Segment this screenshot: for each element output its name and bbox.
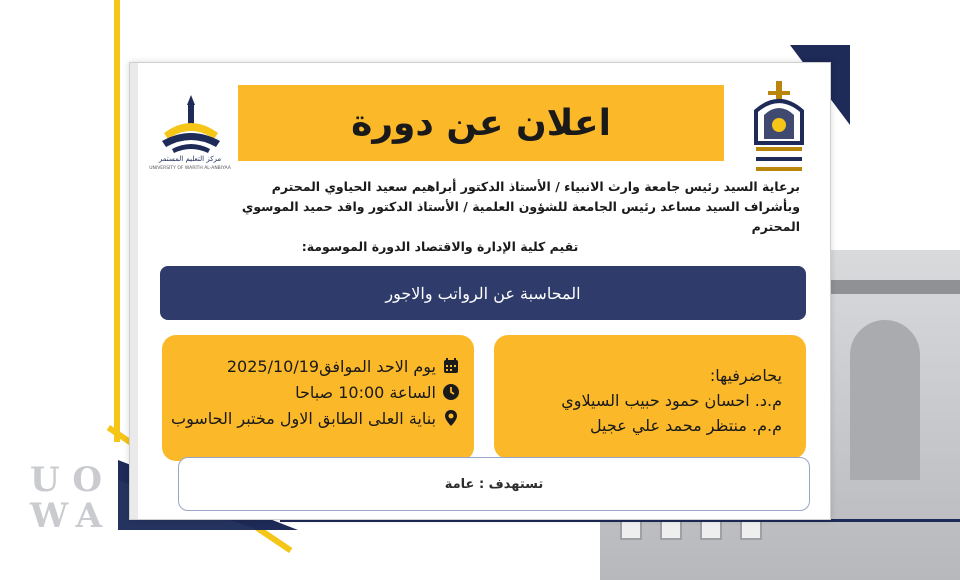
intro-line: تقيم كلية الإدارة والاقتصاد الدورة الموسومة: <box>301 239 579 254</box>
watermark-letter: U <box>30 460 60 500</box>
schedule-card <box>162 335 474 461</box>
lecturer-heading: يحاضرفيها: <box>709 366 782 385</box>
lecturer-card <box>494 335 806 459</box>
time-row <box>171 379 460 405</box>
poster-title: اعلان عن دورة <box>351 102 611 144</box>
uowa-watermark <box>30 462 102 534</box>
lecturer-name: م.د. احسان حمود حبيب السيلاوي <box>561 391 782 410</box>
date-row <box>171 353 460 379</box>
building-roof <box>810 280 960 294</box>
time-text: الساعة 10:00 صباحا <box>295 382 436 402</box>
clock-icon <box>442 383 460 401</box>
date-text: يوم الاحد الموافق2025/10/19 <box>226 356 436 376</box>
calendar-icon <box>442 357 460 375</box>
intro-line: وبأشراف السيد مساعد رئيس الجامعة للشؤون العلمية / الأستاذ الدكتور واقد حميد الموسوي المحترم <box>241 199 800 234</box>
course-name: المحاسبة عن الرواتب والاجور <box>385 283 581 303</box>
audience-text: تستهدف : عامة <box>444 476 544 492</box>
watermark-letter: W <box>30 496 69 536</box>
watermark-letter: A <box>75 496 102 536</box>
course-name-bar <box>160 266 806 320</box>
building-arch <box>850 320 920 480</box>
university-logo <box>748 81 810 173</box>
logo-caption: مركز التعليم المستمر <box>158 155 222 163</box>
intro-paragraph <box>190 177 800 257</box>
audience-box <box>178 457 810 511</box>
logo-caption-en: UNIVERSITY OF WARITH AL-ANBIYAA <box>149 166 231 171</box>
location-text: بناية العلى الطابق الاول مختبر الحاسوب <box>171 408 436 428</box>
watermark-letter: O <box>72 460 102 500</box>
intro-line: برعاية السيد رئيس جامعة وارث الانبياء / الأستاذ الدكتور أبراهيم سعيد الحياوي المحترم <box>271 179 800 194</box>
yellow-frame-bar <box>114 0 120 442</box>
lecturer-name: م.م. منتظر محمد علي عجيل <box>589 416 782 435</box>
title-banner <box>238 85 724 161</box>
location-row <box>171 405 460 431</box>
location-pin-icon <box>442 409 460 427</box>
course-announcement-poster <box>129 62 831 520</box>
